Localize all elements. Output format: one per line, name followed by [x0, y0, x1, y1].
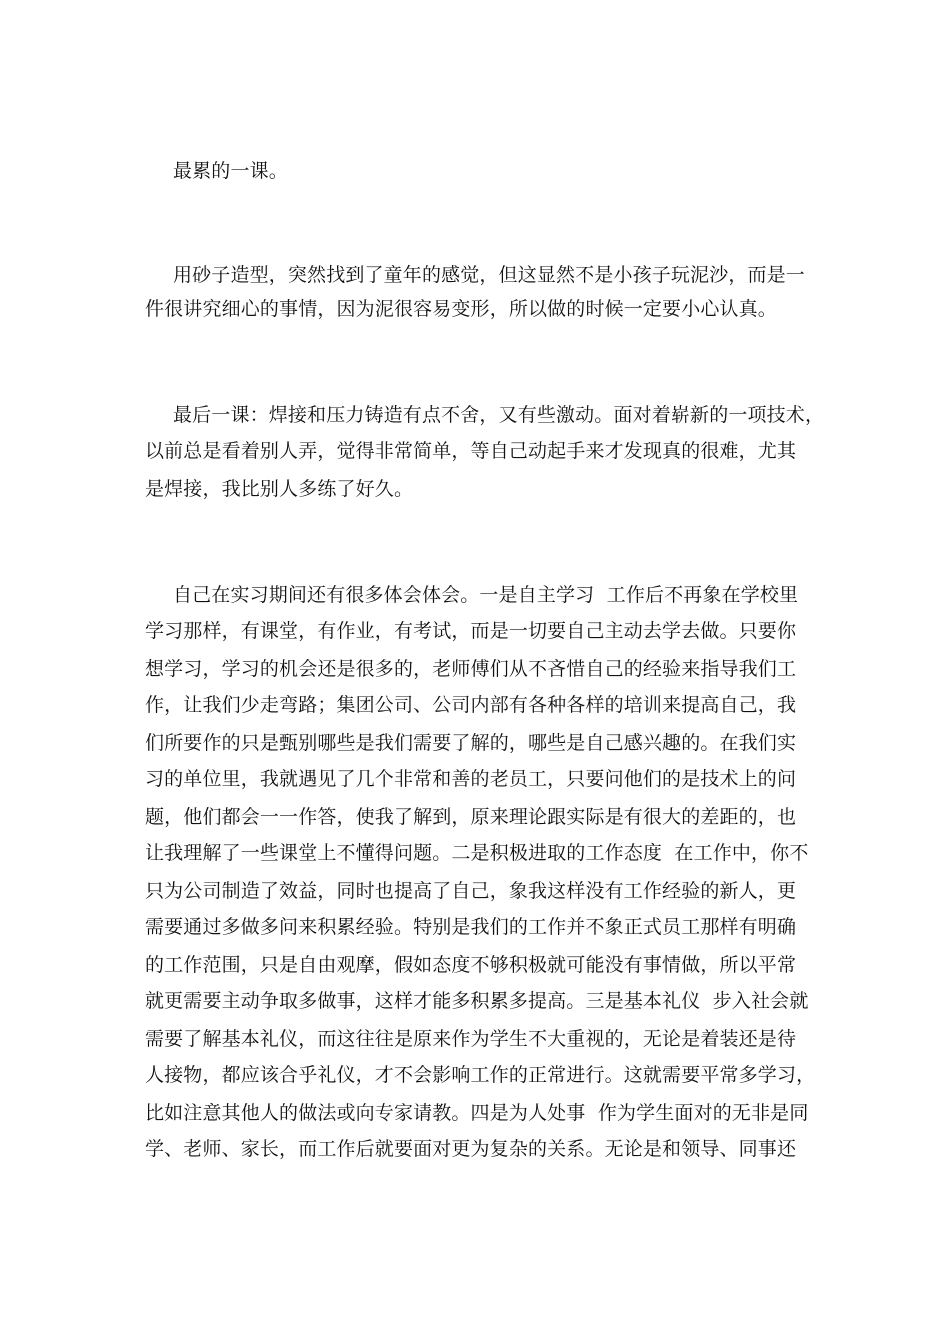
paragraph-4-line-15: 比如注意其他人的做法或向专家请教。四是为人处事 作为学生面对的无非是同	[145, 1102, 809, 1124]
paragraph-4-line-6: 习的单位里，我就遇见了几个非常和善的老员工，只要问他们的是技术上的问	[145, 768, 797, 790]
paragraph-4-line-7: 题，他们都会一一作答，使我了解到，原来理论跟实际是有很大的差距的，也	[145, 806, 797, 828]
paragraph-4-line-5: 们所要作的只是甄别哪些是我们需要了解的，哪些是自己感兴趣的。在我们实	[145, 732, 797, 754]
paragraph-4-line-4: 作，让我们少走弯路；集团公司、公司内部有各种各样的培训来提高自己，我	[145, 694, 797, 716]
paragraph-4-line-12: 就更需要主动争取多做事，这样才能多积累多提高。三是基本礼仪 步入社会就	[145, 990, 809, 1012]
paragraph-4-line-10: 需要通过多做多问来积累经验。特别是我们的工作并不象正式员工那样有明确	[145, 916, 797, 938]
paragraph-4-line-8: 让我理解了一些课堂上不懂得问题。二是积极进取的工作态度 在工作中，你不	[145, 842, 809, 864]
paragraph-2-line-1: 用砂子造型，突然找到了童年的感觉，但这显然不是小孩子玩泥沙，而是一	[173, 264, 805, 286]
paragraph-4-line-3: 想学习，学习的机会还是很多的，老师傅们从不吝惜自己的经验来指导我们工	[145, 658, 797, 680]
paragraph-3-line-2: 以前总是看着别人弄，觉得非常简单，等自己动起手来才发现真的很难，尤其	[145, 440, 797, 462]
paragraph-4-line-13: 需要了解基本礼仪，而这往往是原来作为学生不大重视的，无论是着装还是待	[145, 1028, 797, 1050]
paragraph-2-line-2: 件很讲究细心的事情，因为泥很容易变形，所以做的时候一定要小心认真。	[145, 298, 777, 320]
paragraph-4-line-11: 的工作范围，只是自由观摩，假如态度不够积极就可能没有事情做，所以平常	[145, 954, 797, 976]
paragraph-3-line-3: 是焊接，我比别人多练了好久。	[145, 478, 414, 500]
paragraph-4-line-14: 人接物，都应该合乎礼仪，才不会影响工作的正常进行。这就需要平常多学习，	[145, 1064, 816, 1086]
paragraph-4-line-2: 学习那样，有课堂，有作业，有考试，而是一切要自己主动去学去做。只要你	[145, 620, 797, 642]
paragraph-4-line-16: 学、老师、家长，而工作后就要面对更为复杂的关系。无论是和领导、同事还	[145, 1138, 797, 1160]
paragraph-4-line-1: 自己在实习期间还有很多体会体会。一是自主学习 工作后不再象在学校里	[173, 584, 799, 606]
paragraph-1-line-1: 最累的一课。	[173, 160, 288, 182]
paragraph-4-line-9: 只为公司制造了效益，同时也提高了自己，象我这样没有工作经验的新人，更	[145, 880, 797, 902]
paragraph-3-line-1: 最后一课：焊接和压力铸造有点不舍，又有些激动。面对着崭新的一项技术，	[173, 404, 825, 426]
